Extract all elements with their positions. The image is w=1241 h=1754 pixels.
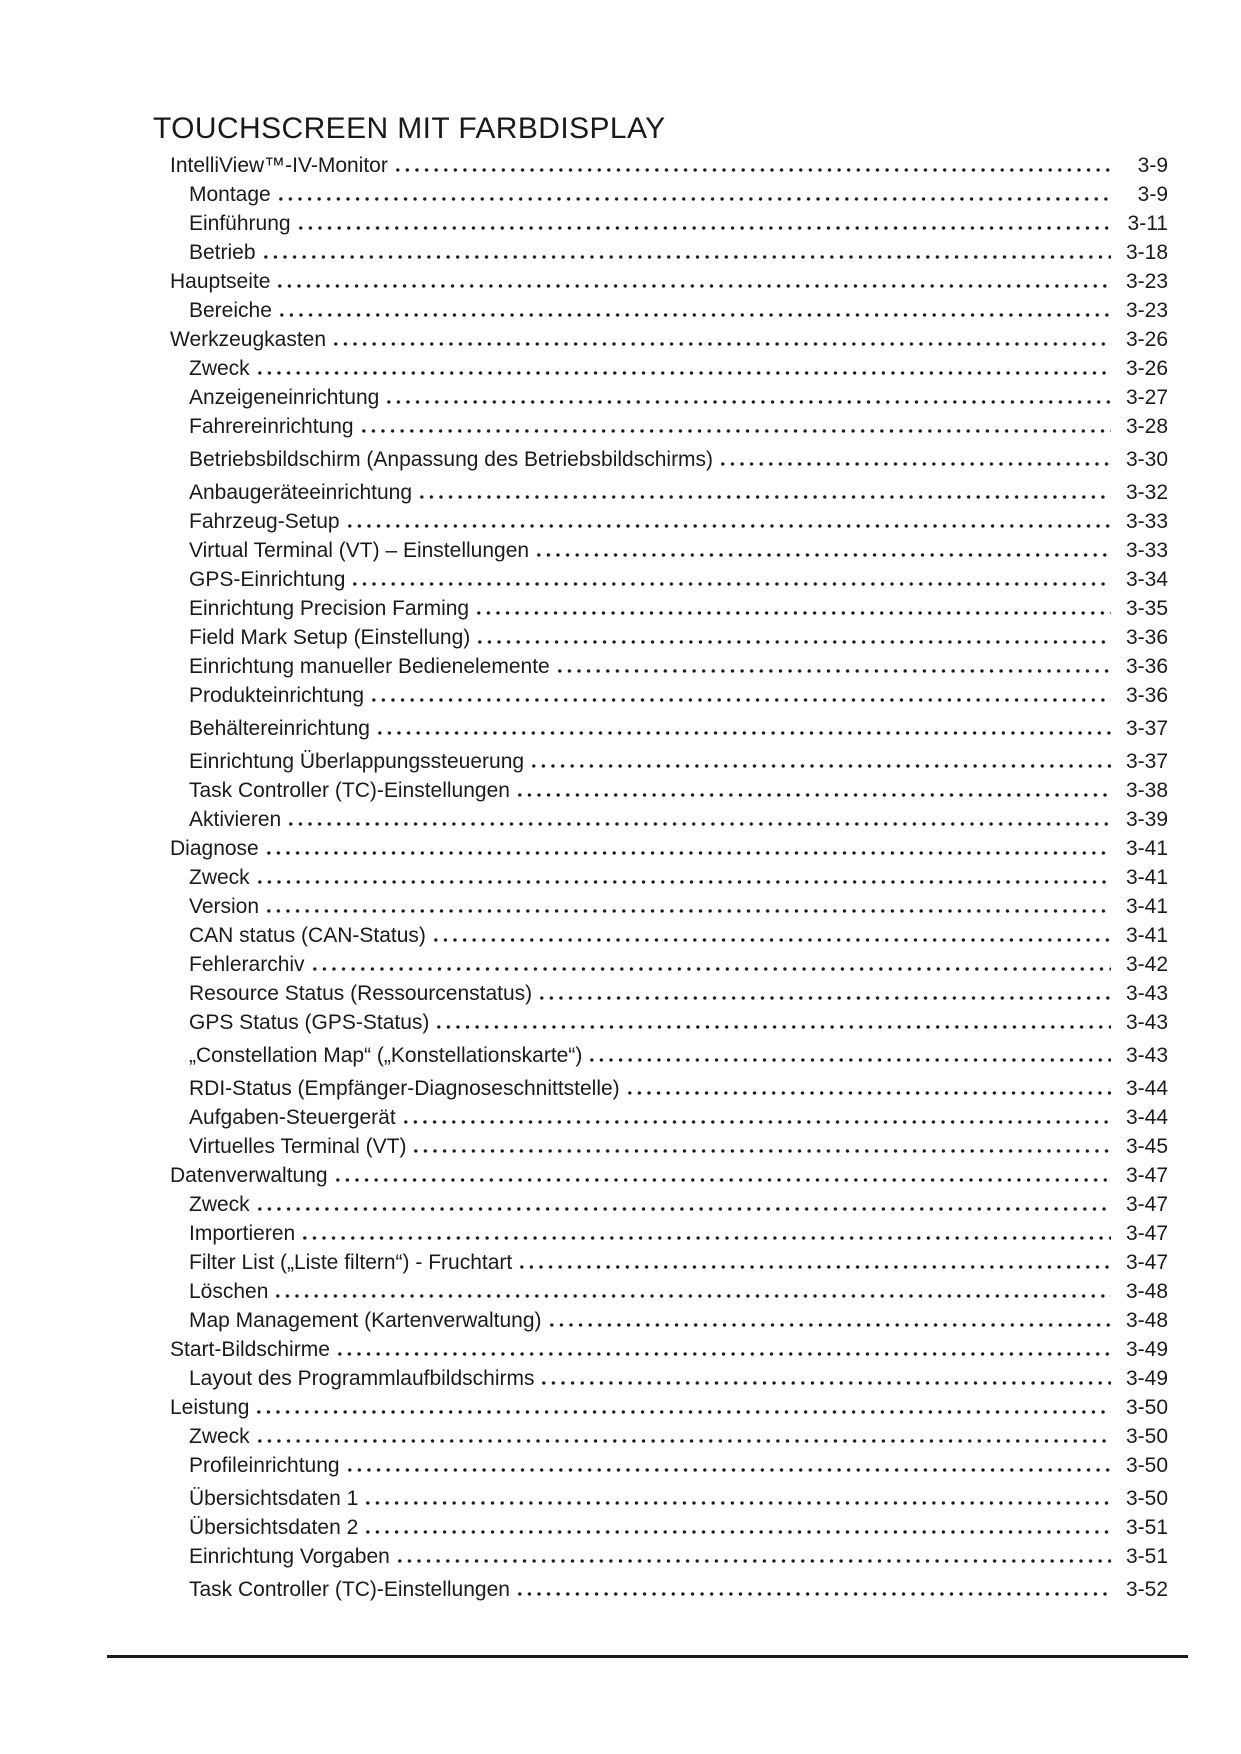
toc-entry-label: Virtuelles Terminal (VT) [189, 1135, 407, 1158]
dot-leader [393, 149, 1111, 172]
toc-entry[interactable] [153, 265, 1168, 294]
toc-entry-label: Betriebsbildschirm (Anpassung des Betriebsbildschirms) [189, 448, 714, 471]
toc-entry-label: RDI-Status (Empfänger-Diagnoseschnittstelle) [189, 1077, 620, 1100]
dot-leader [539, 1362, 1111, 1385]
dot-leader [359, 410, 1111, 433]
toc-entry-label: Field Mark Setup (Einstellung) [189, 626, 471, 649]
toc-entry-label: Betrieb [189, 241, 256, 264]
toc-entry[interactable] [153, 712, 1168, 741]
toc-entry-page: 3-48 [1125, 1280, 1168, 1303]
dot-leader [718, 443, 1111, 466]
toc-entry-label: „Constellation Map“ („Konstellationskarte“) [189, 1044, 583, 1067]
toc-entry-label: Map Management (Kartenverwaltung) [189, 1309, 542, 1332]
toc-entry-page: 3-26 [1125, 328, 1168, 351]
dot-leader [547, 1304, 1111, 1327]
toc-entry[interactable] [153, 352, 1168, 381]
toc-entry-label: Löschen [189, 1280, 269, 1303]
toc-entry[interactable] [153, 1573, 1168, 1602]
toc-entry-page: 3-45 [1125, 1135, 1168, 1158]
toc-entry-page: 3-36 [1125, 655, 1168, 678]
toc-entry[interactable] [153, 534, 1168, 563]
toc-entry[interactable] [153, 207, 1168, 236]
dot-leader [255, 352, 1111, 375]
dot-leader [345, 1449, 1111, 1472]
toc-entry-label: Zweck [189, 1425, 250, 1448]
toc-entry-page: 3-50 [1125, 1425, 1168, 1448]
toc-entry-page: 3-36 [1125, 684, 1168, 707]
toc-entry[interactable] [153, 149, 1168, 178]
dot-leader [350, 563, 1111, 586]
toc-entry-page: 3-27 [1125, 386, 1168, 409]
toc-entry-page: 3-50 [1125, 1454, 1168, 1477]
toc-entry-label: Bereiche [189, 299, 272, 322]
dot-leader [333, 1159, 1111, 1182]
toc-entry-page: 3-49 [1125, 1367, 1168, 1390]
toc-entry[interactable] [153, 1362, 1168, 1391]
toc-entry[interactable] [153, 592, 1168, 621]
toc-entry-page: 3-38 [1125, 779, 1168, 802]
toc-entry[interactable] [153, 861, 1168, 890]
dot-leader [331, 323, 1111, 346]
toc-entry-page: 3-28 [1125, 415, 1168, 438]
toc-entry[interactable] [153, 650, 1168, 679]
toc-entry-label: Einrichtung Überlappungssteuerung [189, 750, 525, 773]
toc-entry[interactable] [153, 890, 1168, 919]
toc-entry-label: GPS-Einrichtung [189, 568, 346, 591]
dot-leader [375, 712, 1111, 735]
toc-entry-label: Filter List („Liste filtern“) - Fruchtart [189, 1251, 513, 1274]
toc-entry-page: 3-47 [1125, 1193, 1168, 1216]
toc-entry-label: Resource Status (Ressourcenstatus) [189, 982, 533, 1005]
toc-entry-label: Version [189, 895, 260, 918]
toc-entry-page: 3-18 [1125, 241, 1168, 264]
toc-entry[interactable] [153, 1482, 1168, 1511]
toc-entry-page: 3-11 [1127, 212, 1168, 235]
dot-leader [363, 1482, 1111, 1505]
toc-entry[interactable] [153, 323, 1168, 352]
page-title: TOUCHSCREEN MIT FARBDISPLAY [153, 112, 666, 145]
dot-leader [254, 1391, 1111, 1414]
toc-entry[interactable] [153, 1101, 1168, 1130]
toc-entry[interactable] [153, 1006, 1168, 1035]
toc-entry[interactable] [153, 977, 1168, 1006]
toc-entry-page: 3-50 [1125, 1487, 1168, 1510]
toc-list [153, 149, 1168, 1602]
toc-entry[interactable] [153, 178, 1168, 207]
toc-entry-page: 3-44 [1125, 1106, 1168, 1129]
toc-entry-label: IntelliView™-IV-Monitor [170, 154, 388, 177]
toc-entry[interactable] [153, 745, 1168, 774]
toc-entry[interactable] [153, 476, 1168, 505]
toc-entry-page: 3-9 [1137, 183, 1168, 206]
dot-leader [529, 745, 1111, 768]
toc-entry[interactable] [153, 1246, 1168, 1275]
toc-entry-page: 3-37 [1125, 750, 1168, 773]
toc-entry-page: 3-36 [1125, 626, 1168, 649]
toc-entry-label: Einrichtung Vorgaben [189, 1545, 390, 1568]
dot-leader [255, 861, 1111, 884]
toc-entry[interactable] [153, 679, 1168, 708]
toc-entry-label: Aufgaben-Steuergerät [189, 1106, 396, 1129]
toc-entry-label: Produkteinrichtung [189, 684, 365, 707]
toc-entry-label: Einrichtung Precision Farming [189, 597, 470, 620]
toc-entry-label: Fehlerarchiv [189, 953, 305, 976]
dot-leader [395, 1540, 1111, 1563]
toc-entry-label: Anbaugeräteeinrichtung [189, 481, 413, 504]
toc-entry[interactable] [153, 1159, 1168, 1188]
dot-leader [474, 592, 1111, 615]
dot-leader [537, 977, 1111, 1000]
toc-entry-page: 3-41 [1125, 866, 1168, 889]
toc-entry-label: Datenverwaltung [170, 1164, 328, 1187]
toc-entry[interactable] [153, 1449, 1168, 1478]
toc-entry[interactable] [153, 1391, 1168, 1420]
dot-leader [363, 1511, 1111, 1534]
toc-entry-label: Task Controller (TC)-Einstellungen [189, 1578, 510, 1601]
toc-entry[interactable] [153, 948, 1168, 977]
toc-entry[interactable] [153, 1130, 1168, 1159]
toc-entry-page: 3-48 [1125, 1309, 1168, 1332]
toc-entry[interactable] [153, 1333, 1168, 1362]
toc-entry-page: 3-37 [1125, 717, 1168, 740]
toc-entry[interactable] [153, 1188, 1168, 1217]
toc-entry-page: 3-47 [1125, 1164, 1168, 1187]
toc-entry-label: Start-Bildschirme [170, 1338, 330, 1361]
toc-entry[interactable] [153, 236, 1168, 265]
dot-leader [300, 1217, 1111, 1240]
toc-entry-label: Leistung [170, 1396, 250, 1419]
toc-entry-page: 3-50 [1125, 1396, 1168, 1419]
toc-entry-page: 3-33 [1125, 510, 1168, 533]
toc-entry-page: 3-51 [1125, 1516, 1168, 1539]
toc-entry[interactable] [153, 505, 1168, 534]
toc-entry-page: 3-41 [1125, 837, 1168, 860]
toc-entry-label: Task Controller (TC)-Einstellungen [189, 779, 510, 802]
dot-leader [587, 1039, 1111, 1062]
toc-entry-page: 3-43 [1125, 1011, 1168, 1034]
toc-entry-page: 3-43 [1125, 982, 1168, 1005]
toc-entry-label: Werkzeugkasten [170, 328, 327, 351]
toc-entry[interactable] [153, 1420, 1168, 1449]
dot-leader [273, 1275, 1111, 1298]
toc-entry-page: 3-49 [1125, 1338, 1168, 1361]
dot-leader [335, 1333, 1111, 1356]
toc-entry[interactable] [153, 919, 1168, 948]
dot-leader [296, 207, 1111, 230]
toc-entry-page: 3-30 [1125, 448, 1168, 471]
toc-entry[interactable] [153, 774, 1168, 803]
toc-entry-label: Anzeigeneinrichtung [189, 386, 380, 409]
dot-leader [434, 1006, 1111, 1029]
toc-entry-page: 3-51 [1125, 1545, 1168, 1568]
toc-entry-page: 3-9 [1137, 154, 1168, 177]
toc-entry-page: 3-52 [1125, 1578, 1168, 1601]
dot-leader [255, 1420, 1111, 1443]
toc-entry-page: 3-41 [1125, 895, 1168, 918]
toc-entry-label: Zweck [189, 1193, 250, 1216]
toc-entry-label: CAN status (CAN-Status) [189, 924, 426, 947]
toc-entry[interactable] [153, 1072, 1168, 1101]
toc-entry-label: Einführung [189, 212, 291, 235]
toc-entry-page: 3-35 [1125, 597, 1168, 620]
toc-entry-label: Importieren [189, 1222, 296, 1245]
toc-entry-page: 3-32 [1125, 481, 1168, 504]
toc-entry[interactable] [153, 294, 1168, 323]
toc-entry-label: Layout des Programmlaufbildschirms [189, 1367, 535, 1390]
dot-leader [411, 1130, 1111, 1153]
toc-entry-label: Aktivieren [189, 808, 282, 831]
toc-entry-page: 3-44 [1125, 1077, 1168, 1100]
toc-entry-page: 3-23 [1125, 299, 1168, 322]
toc-entry-label: GPS Status (GPS-Status) [189, 1011, 430, 1034]
toc-entry-label: Montage [189, 183, 271, 206]
toc-entry[interactable] [153, 563, 1168, 592]
toc-entry-label: Zweck [189, 866, 250, 889]
toc-entry-page: 3-34 [1125, 568, 1168, 591]
toc-entry-page: 3-43 [1125, 1044, 1168, 1067]
toc-entry-page: 3-39 [1125, 808, 1168, 831]
toc-entry-label: Einrichtung manueller Bedienelemente [189, 655, 550, 678]
toc-entry-label: Zweck [189, 357, 250, 380]
toc-entry[interactable] [153, 410, 1168, 439]
toc-entry-label: Virtual Terminal (VT) – Einstellungen [189, 539, 530, 562]
dot-leader [277, 294, 1111, 317]
dot-leader [261, 236, 1111, 259]
dot-leader [286, 803, 1111, 826]
toc-entry-label: Profileinrichtung [189, 1454, 340, 1477]
dot-leader [401, 1101, 1111, 1124]
dot-leader [517, 1246, 1111, 1269]
dot-leader [515, 1573, 1111, 1596]
toc-entry[interactable] [153, 1511, 1168, 1540]
toc-entry-page: 3-26 [1125, 357, 1168, 380]
toc-entry-label: Fahrereinrichtung [189, 415, 354, 438]
toc-entry[interactable] [153, 832, 1168, 861]
dot-leader [475, 621, 1111, 644]
dot-leader [345, 505, 1111, 528]
dot-leader [310, 948, 1111, 971]
toc-entry[interactable] [153, 1217, 1168, 1246]
toc-entry-page: 3-41 [1125, 924, 1168, 947]
dot-leader [431, 919, 1111, 942]
toc-entry[interactable] [153, 621, 1168, 650]
toc-entry[interactable] [153, 1039, 1168, 1068]
toc-entry[interactable] [153, 381, 1168, 410]
toc-entry-page: 3-42 [1125, 953, 1168, 976]
toc-entry-label: Übersichtsdaten 1 [189, 1487, 359, 1510]
dot-leader [515, 774, 1111, 797]
toc-entry-label: Fahrzeug-Setup [189, 510, 340, 533]
dot-leader [417, 476, 1111, 499]
toc-entry[interactable] [153, 1275, 1168, 1304]
toc-entry-page: 3-33 [1125, 539, 1168, 562]
dot-leader [534, 534, 1111, 557]
toc-entry[interactable] [153, 443, 1168, 472]
dot-leader [555, 650, 1111, 673]
toc-entry[interactable] [153, 803, 1168, 832]
dot-leader [369, 679, 1111, 702]
toc-entry-label: Übersichtsdaten 2 [189, 1516, 359, 1539]
toc-entry-page: 3-47 [1125, 1222, 1168, 1245]
dot-leader [264, 890, 1111, 913]
toc-entry-label: Behältereinrichtung [189, 717, 370, 740]
toc-entry-page: 3-23 [1125, 270, 1168, 293]
footer-divider [107, 1655, 1188, 1658]
toc-entry[interactable] [153, 1304, 1168, 1333]
dot-leader [275, 265, 1111, 288]
dot-leader [625, 1072, 1111, 1095]
toc-entry-page: 3-47 [1125, 1251, 1168, 1274]
toc-entry-label: Diagnose [170, 837, 259, 860]
toc-entry-label: Hauptseite [170, 270, 271, 293]
dot-leader [276, 178, 1111, 201]
dot-leader [255, 1188, 1111, 1211]
dot-leader [264, 832, 1111, 855]
dot-leader [384, 381, 1111, 404]
toc-entry[interactable] [153, 1540, 1168, 1569]
